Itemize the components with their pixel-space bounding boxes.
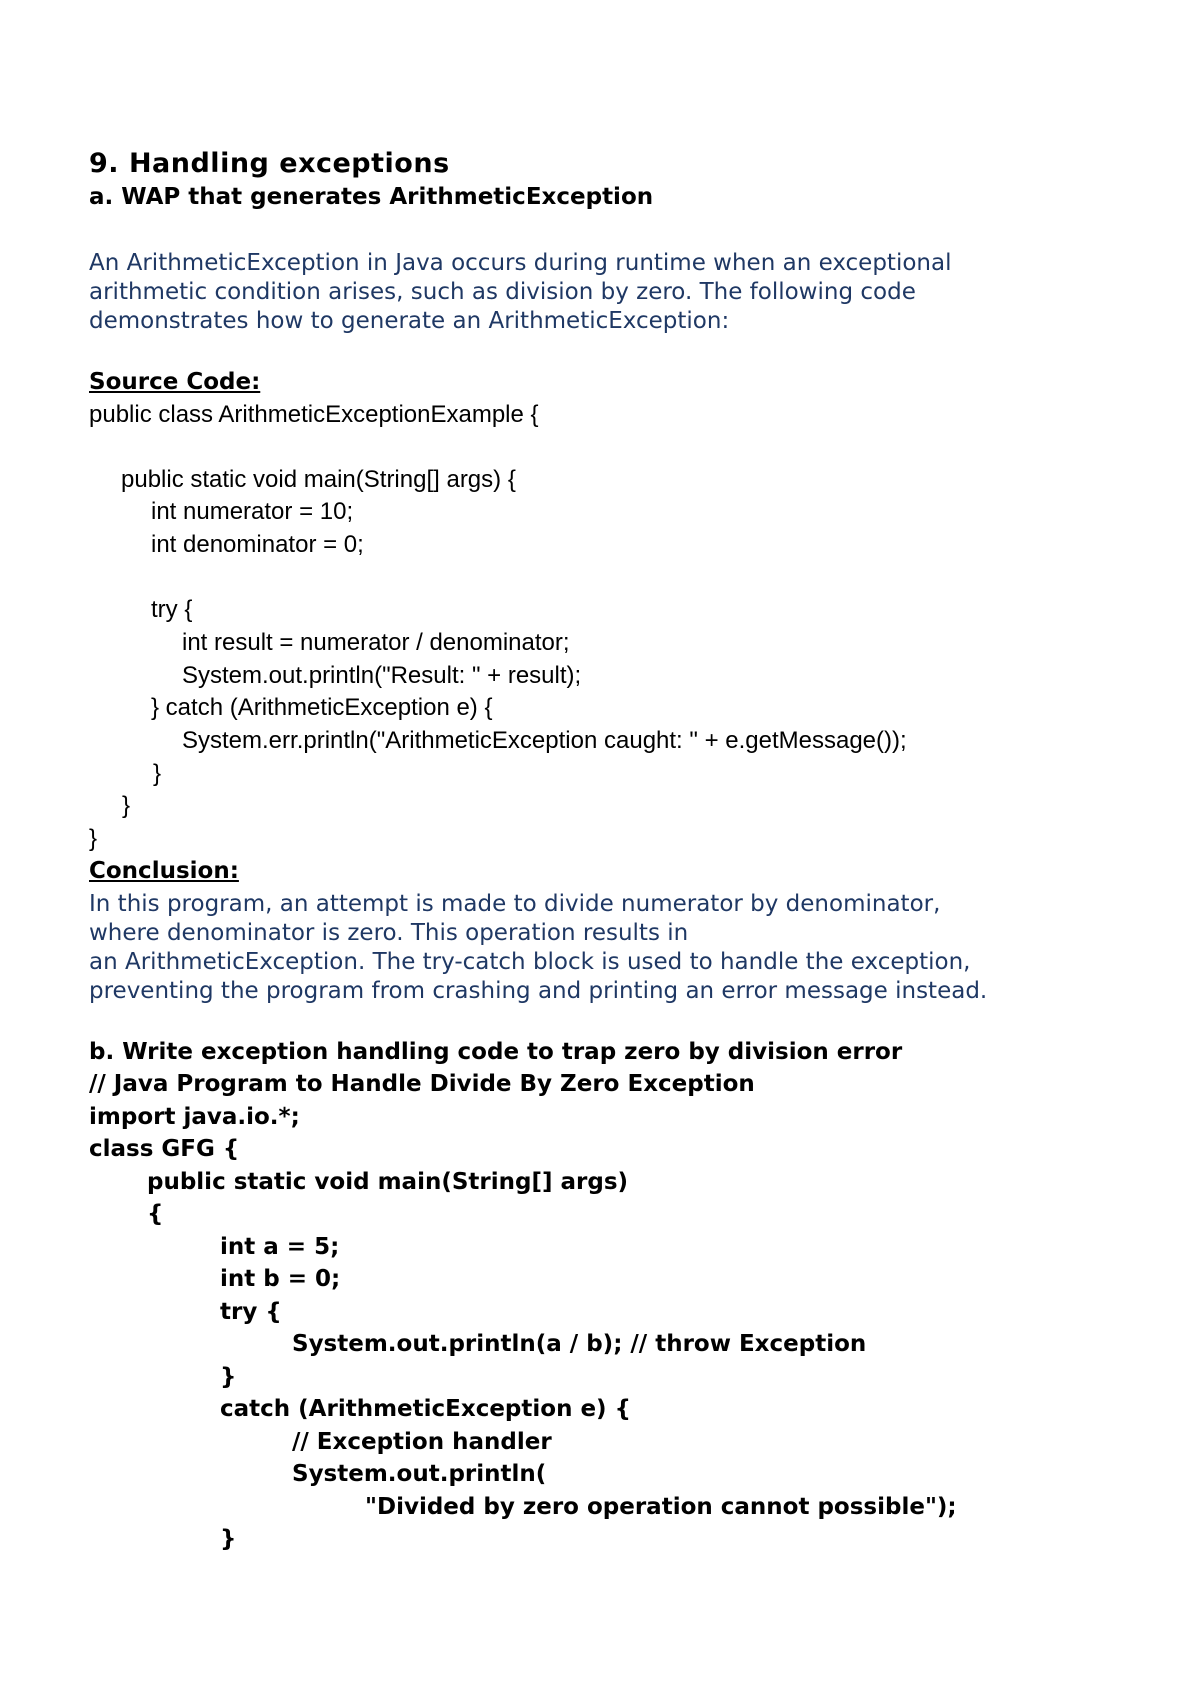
code-line: int b = 0; [220, 1266, 341, 1292]
code-line: // Exception handler [292, 1429, 552, 1455]
section-b-title: b. Write exception handling code to trap zero by division error [89, 1039, 903, 1065]
code-line: int a = 5; [220, 1234, 340, 1260]
code-line: public static void main(String[] args) { [121, 466, 516, 493]
code-line: } catch (ArithmeticException e) { [151, 694, 493, 721]
code-line: System.out.println(a / b); // throw Exception [292, 1331, 867, 1357]
conclusion-label: Conclusion: [89, 858, 239, 884]
code-line: System.err.println("ArithmeticException caught: " + e.getMessage()); [182, 727, 907, 754]
code-line: // Java Program to Handle Divide By Zero Exception [89, 1071, 755, 1097]
code-line: catch (ArithmeticException e) { [220, 1396, 631, 1422]
code-line: } [220, 1364, 237, 1390]
code-line: } [220, 1526, 237, 1552]
code-line: int denominator = 0; [151, 531, 364, 558]
code-line: try { [220, 1299, 282, 1325]
code-line: { [147, 1201, 164, 1227]
code-line: System.out.println( [292, 1461, 547, 1487]
page-heading: 9. Handling exceptions [89, 148, 450, 179]
conclusion-line: preventing the program from crashing and printing an error message instead. [89, 978, 988, 1004]
code-line: int result = numerator / denominator; [182, 629, 570, 656]
code-line: public static void main(String[] args) [147, 1169, 629, 1195]
code-line: class GFG { [89, 1136, 240, 1162]
code-line: } [122, 792, 131, 819]
intro-line: arithmetic condition arises, such as division by zero. The following code [89, 279, 916, 305]
code-line: } [153, 760, 162, 787]
conclusion-line: where denominator is zero. This operation results in [89, 920, 689, 946]
code-line: "Divided by zero operation cannot possible"); [365, 1494, 957, 1520]
conclusion-line: an ArithmeticException. The try-catch block is used to handle the exception, [89, 949, 971, 975]
code-line: try { [151, 596, 193, 623]
code-line: import java.io.*; [89, 1104, 300, 1130]
intro-line: demonstrates how to generate an ArithmeticException: [89, 308, 730, 334]
source-code-label: Source Code: [89, 369, 261, 395]
code-line: } [89, 825, 98, 852]
intro-line: An ArithmeticException in Java occurs during runtime when an exceptional [89, 250, 952, 276]
code-line: System.out.println("Result: " + result); [182, 662, 582, 689]
section-a-title: a. WAP that generates ArithmeticException [89, 184, 654, 210]
code-line: int numerator = 10; [151, 498, 354, 525]
conclusion-line: In this program, an attempt is made to divide numerator by denominator, [89, 891, 941, 917]
code-line: public class ArithmeticExceptionExample { [89, 401, 539, 428]
